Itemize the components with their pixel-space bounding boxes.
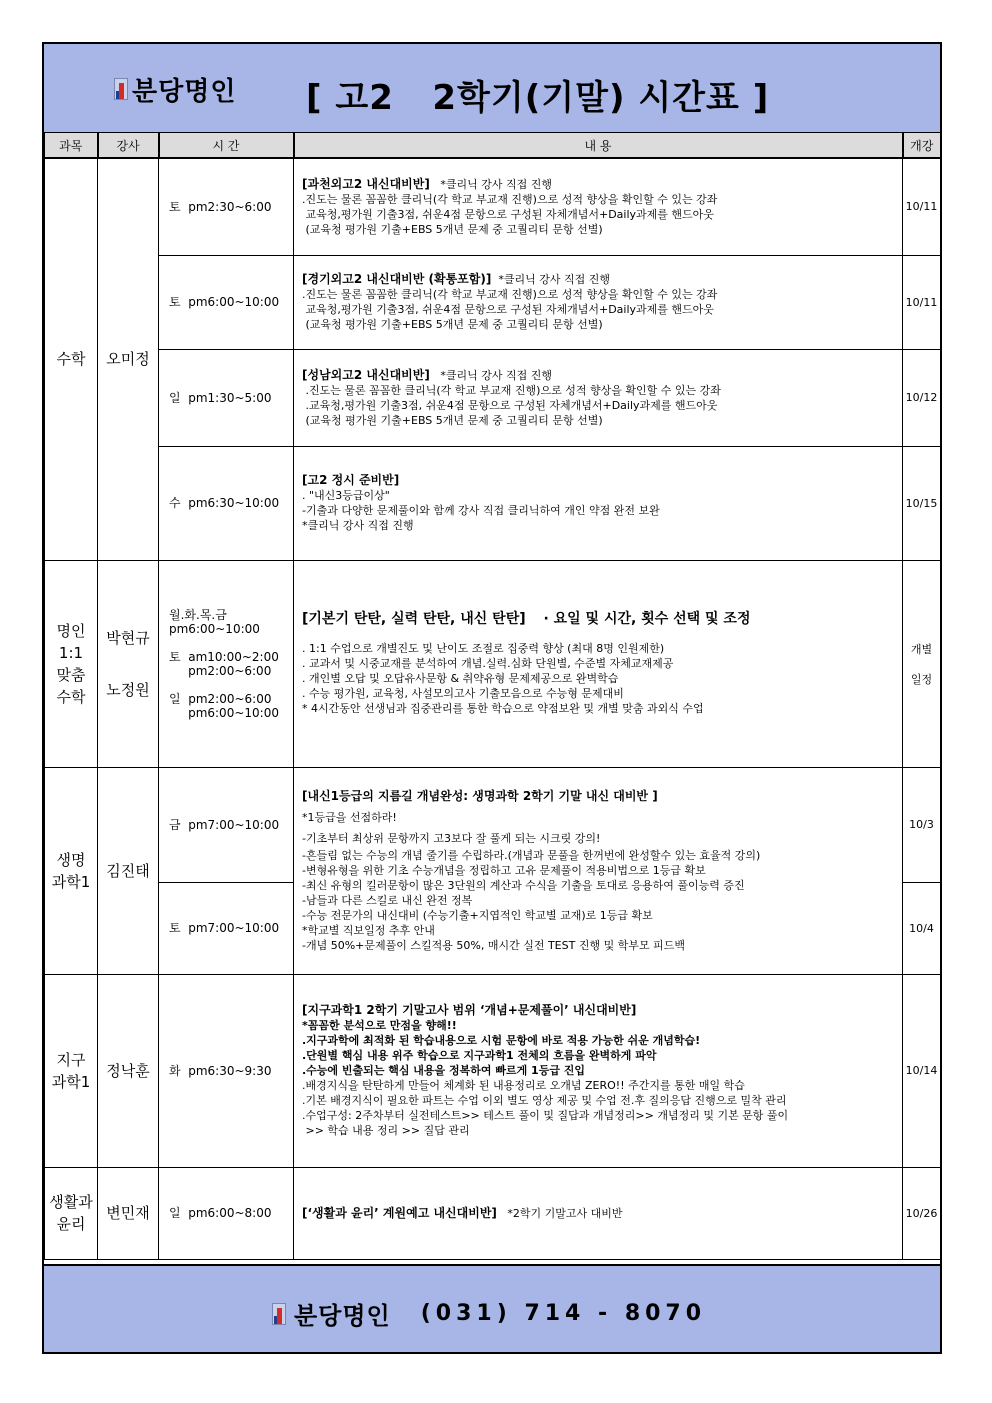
table-row: [45, 974, 941, 1167]
class-line: *꼼꼼한 분석으로 만점을 향해!!: [302, 1019, 457, 1032]
class-content: [294, 446, 903, 560]
class-line: -흔들림 없는 수능의 개념 줄기를 수립하라.(개념과 문풀을 한꺼번에 완성할수 있는 효율적 강의): [302, 848, 761, 862]
class-line: -기초부터 최상위 문항까지 고3보다 잘 풀게 되는 시크릿 강의!: [302, 831, 601, 845]
class-time: 토 pm7:00~10:00: [159, 882, 294, 974]
class-note: *클리닉 강사 직접 진행: [440, 177, 552, 191]
start-date: 10/14: [903, 974, 941, 1167]
start-date: 10/11: [903, 255, 941, 349]
teacher-math: 오미정: [98, 158, 159, 560]
teacher-name: 노정원: [106, 680, 150, 699]
class-line: *학교별 직보일정 추후 안내: [302, 923, 435, 937]
brand-logo-icon: [272, 1303, 286, 1325]
subject-ethics: [45, 1167, 98, 1259]
time-line: pm6:00~10:00: [169, 621, 260, 636]
class-title: [지구과학1 2학기 기말고사 범위 ‘개념+문제풀이’ 내신대비반]: [302, 1003, 637, 1017]
class-line: -기출과 다양한 문제풀이와 함께 강사 직접 클리닉하여 개인 약점 완전 보완: [302, 504, 660, 517]
class-time: 일 pm1:30~5:00: [159, 349, 294, 446]
col-subject: 과목: [45, 133, 98, 159]
start-date: 10/15: [903, 446, 941, 560]
class-content: [294, 767, 903, 974]
class-line: . 개인별 오답 및 오답유사문항 & 취약유형 문제제공으로 완벽학습: [302, 671, 619, 685]
class-line: * 4시간동안 선생님과 집중관리를 통한 학습으로 약점보완 및 개별 맞춤 과외식 수업: [302, 701, 704, 715]
class-line: (교육청 평가원 기출+EBS 5개년 문제 중 고퀄리티 문항 선별): [302, 413, 603, 427]
class-title: [고2 정시 준비반]: [302, 473, 400, 487]
start-line: 개별: [910, 642, 933, 656]
class-time: 토 pm6:00~10:00: [159, 255, 294, 349]
class-line: -남들과 다른 스킬로 내신 완전 정복: [302, 893, 473, 907]
table-row: [45, 446, 941, 560]
start-date: 10/4: [903, 882, 941, 974]
subject-line: 생활과: [49, 1193, 93, 1211]
subject-line: 생명: [56, 850, 86, 869]
subject-line: 과학1: [51, 872, 91, 891]
brand-logo-icon: [114, 78, 128, 100]
subject-line: 과학1: [51, 1072, 91, 1091]
class-title: [‘생활과 윤리’ 계원예고 내신대비반]: [302, 1205, 497, 1220]
footer-phone: (031) 714 - 8070: [420, 1301, 707, 1326]
class-line: 교육청,평가원 기출3점, 쉬운4점 문항으로 구성된 자체개념서+Daily과제를 핸드아웃: [302, 303, 714, 316]
table-row: [45, 767, 941, 882]
class-content: [294, 255, 903, 349]
header-banner: [44, 44, 940, 134]
subject-bio: [45, 767, 98, 974]
table-row: [45, 158, 941, 255]
subject-oneonone: [45, 560, 98, 767]
class-line: .지구과학에 최적화 된 학습내용으로 시험 문항에 바로 적용 가능한 쉬운 개념학습!: [302, 1034, 701, 1047]
table-row: [45, 560, 941, 767]
brand-name: 분당명인: [132, 76, 237, 107]
col-start: 개강: [903, 133, 941, 159]
class-time: 일 pm6:00~8:00: [159, 1167, 294, 1259]
teacher-ethics: 변민재: [98, 1167, 159, 1259]
footer-banner: [44, 1264, 940, 1352]
teacher-earth: 정낙훈: [98, 974, 159, 1167]
class-line: .단원별 핵심 내용 위주 학습으로 지구과학1 전체의 흐름을 완벽하게 파악: [302, 1049, 657, 1062]
class-line: (교육청 평가원 기출+EBS 5개년 문제 중 고퀄리티 문항 선별): [302, 318, 603, 331]
class-line: .배경지식을 탄탄하게 만들어 체계화 된 내용정리로 오개념 ZERO!! 주간지를 통한 매일 학습: [302, 1079, 745, 1092]
col-teacher: 강사: [98, 133, 159, 159]
class-line: . 수능 평가원, 교육청, 사설모의고사 기출모음으로 수능형 문제대비: [302, 686, 624, 700]
class-content: [294, 974, 903, 1167]
time-line: 월.화.목.금: [169, 607, 227, 622]
start-line: 일정: [910, 672, 933, 686]
class-note: *클리닉 강사 직접 진행: [498, 273, 610, 286]
schedule-table: [44, 132, 941, 1260]
class-line: .수능에 빈출되는 핵심 내용을 정복하여 빠르게 1등급 진입: [302, 1064, 586, 1077]
class-time: 금 pm7:00~10:00: [159, 767, 294, 882]
class-time: 토 pm2:30~6:00: [159, 158, 294, 255]
start-date: 10/3: [903, 767, 941, 882]
start-date: 10/12: [903, 349, 941, 446]
time-line: pm2:00~6:00: [169, 663, 272, 678]
class-line: .진도는 물론 꼼꼼한 클리닉(각 학교 부교재 진행)으로 성적 향상을 확인할 수 있는 강좌: [302, 383, 721, 397]
timetable-frame: [42, 42, 942, 1354]
col-content: 내 용: [294, 133, 903, 159]
class-line: . "내신3등급이상": [302, 489, 390, 502]
subject-line: 맞춤: [56, 665, 86, 684]
class-line: *클리닉 강사 직접 진행: [302, 519, 414, 532]
class-content: [294, 560, 903, 767]
subject-line: 1:1: [58, 643, 84, 662]
time-line: pm6:00~10:00: [169, 705, 279, 720]
class-line: .수업구성: 2주차부터 실전테스트>> 테스트 풀이 및 질답과 개념정리>> 개념정리 및 기본 문항 풀이: [302, 1109, 789, 1122]
class-line: . 1:1 수업으로 개별진도 및 난이도 조절로 집중력 향상 (최대 8명 인원제한): [302, 641, 665, 655]
class-note: *클리닉 강사 직접 진행: [440, 368, 552, 382]
class-title: [내신1등급의 지름길 개념완성: 생명과학 2학기 기말 내신 대비반 ]: [302, 788, 658, 803]
start-date: 10/11: [903, 158, 941, 255]
table-row: [45, 255, 941, 349]
class-line: -변형유형을 위한 기초 수능개념을 정립하고 고유 문제풀이 적용비법으로 1등급 확보: [302, 863, 706, 877]
table-row: [45, 1167, 941, 1259]
time-line: 일 pm2:00~6:00: [169, 691, 272, 706]
class-line: 교육청,평가원 기출3점, 쉬운4점 문항으로 구성된 자체개념서+Daily과제를 핸드아웃: [302, 207, 714, 221]
class-title: [기본기 탄탄, 실력 탄탄, 내신 탄탄]: [302, 610, 526, 627]
subject-earth: [45, 974, 98, 1167]
class-line: (교육청 평가원 기출+EBS 5개년 문제 중 고퀄리티 문항 선별): [302, 222, 603, 236]
page-title: [ 고2 2학기(기말) 시간표 ]: [306, 78, 770, 118]
class-title: [경기외고2 내신대비반 (확통포함)]: [302, 272, 492, 286]
class-content: [294, 158, 903, 255]
class-time: 화 pm6:30~9:30: [159, 974, 294, 1167]
class-line: .진도는 물론 꼼꼼한 클리닉(각 학교 부교재 진행)으로 성적 향상을 확인할 수 있는 강좌: [302, 192, 718, 206]
class-line: . 교과서 및 시중교재를 분석하여 개념.실력.심화 단원별, 수준별 자체교재제공: [302, 656, 674, 670]
class-title: [성남외고2 내신대비반]: [302, 367, 430, 382]
class-line: >> 학습 내용 정리 >> 질답 관리: [302, 1124, 470, 1137]
subject-math: 수학: [45, 158, 98, 560]
class-title: [과천외고2 내신대비반]: [302, 176, 430, 191]
time-line: 토 am10:00~2:00: [169, 649, 279, 664]
teacher-oneonone: [98, 560, 159, 767]
table-row: [45, 349, 941, 446]
class-content: [294, 349, 903, 446]
class-content: [294, 1167, 903, 1259]
class-time: [159, 560, 294, 767]
class-line: .기본 배경지식이 필요한 파트는 수업 이외 별도 영상 제공 및 수업 전.후 질의응답 진행으로 밀착 관리: [302, 1094, 787, 1107]
class-line: -개념 50%+문제풀이 스킬적용 50%, 매시간 실전 TEST 진행 및 학부모 피드백: [302, 938, 685, 952]
teacher-bio: 김진태: [98, 767, 159, 974]
class-time: 수 pm6:30~10:00: [159, 446, 294, 560]
start-date: [903, 560, 941, 767]
subject-line: 명인: [56, 621, 86, 640]
subject-line: 수학: [56, 687, 86, 706]
teacher-name: 박현규: [106, 628, 150, 647]
start-date: 10/26: [903, 1167, 941, 1259]
subject-line: 지구: [56, 1050, 86, 1069]
brand-bottom: [272, 1296, 706, 1331]
class-line: -수능 전문가의 내신대비 (수능기출+지엽적인 학교별 교재)로 1등급 확보: [302, 908, 653, 922]
class-line: *1등급을 선점하라!: [302, 810, 397, 824]
class-line: -최신 유형의 킬러문항이 많은 3단원의 계산과 수식을 기출을 토대로 응용하여 풀이능력 증진: [302, 878, 745, 892]
class-line: .진도는 물론 꼼꼼한 클리닉(각 학교 부교재 진행)으로 성적 향상을 확인할 수 있는 강좌: [302, 288, 718, 301]
brand-top: [114, 74, 237, 107]
footer-brand-name: 분당명인: [294, 1302, 391, 1330]
class-line: .교육청,평가원 기출3점, 쉬운4점 문항으로 구성된 자체개념서+Daily과제를 핸드아웃: [302, 398, 718, 412]
class-note: · 요일 및 시간, 횟수 선택 및 조정: [543, 610, 751, 627]
col-time: 시 간: [159, 133, 294, 159]
class-note: *2학기 기말고사 대비반: [507, 1206, 623, 1220]
column-header-row: [45, 133, 941, 159]
subject-line: 윤리: [56, 1215, 86, 1233]
